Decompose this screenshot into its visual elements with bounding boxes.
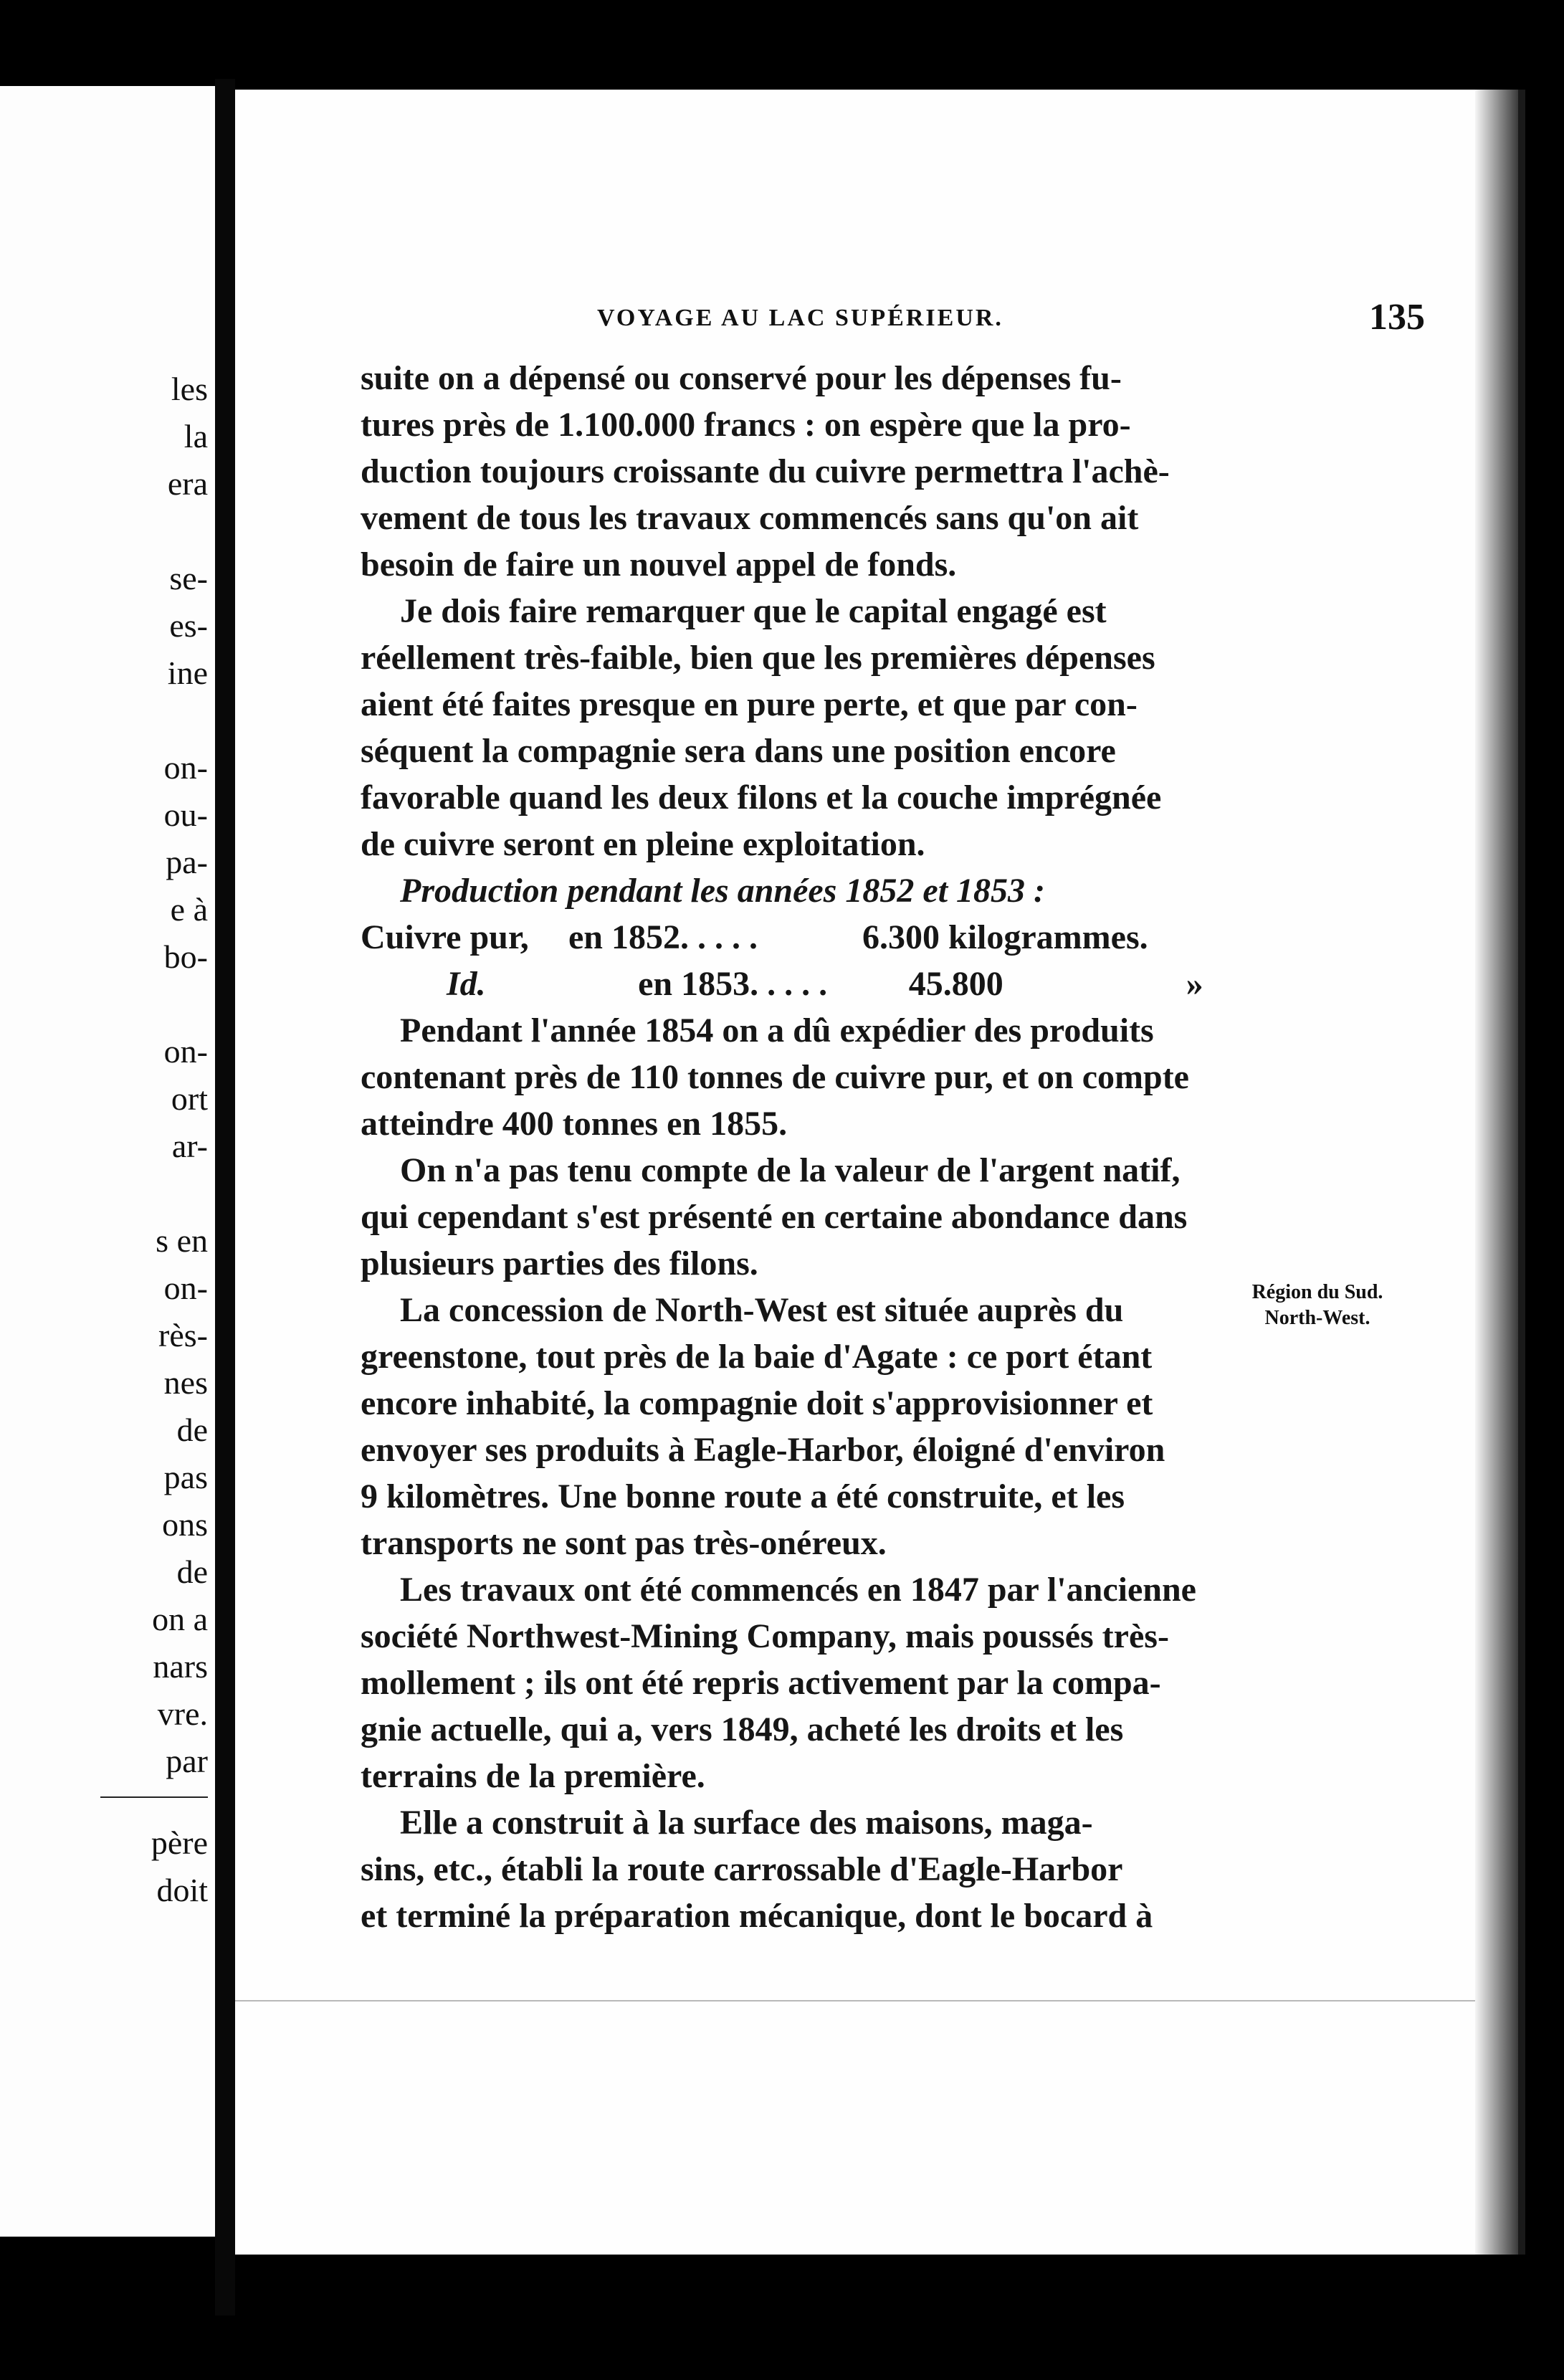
left-fragment: s en: [156, 1222, 208, 1259]
text-line: de cuivre seront en pleine exploitation.: [361, 825, 925, 863]
text-line: qui cependant s'est présenté en certaine abondance dans: [361, 1198, 1188, 1236]
left-fragment: pa-: [166, 844, 208, 880]
left-fragment: on-: [163, 1270, 208, 1306]
left-fragment: era: [167, 465, 208, 502]
text-line: Les travaux ont été commencés en 1847 par l'ancienne: [400, 1571, 1196, 1609]
production-amount: 6.300 kilogrammes.: [862, 918, 1148, 956]
text-line: 9 kilomètres. Une bonne route a été construite, et les: [361, 1477, 1125, 1515]
text-line: terrains de la première.: [361, 1757, 705, 1795]
text-line: besoin de faire un nouvel appel de fonds.: [361, 546, 957, 584]
production-amount: 45.800: [908, 965, 1003, 1003]
text-line: Pendant l'année 1854 on a dû expédier des produits: [400, 1012, 1154, 1049]
left-fragment: ar-: [171, 1128, 208, 1164]
text-line: encore inhabité, la compagnie doit s'approvisionner et: [361, 1384, 1153, 1422]
margin-note: [1224, 1280, 1411, 1331]
book-spine-shadow: [215, 79, 235, 2315]
text-line: société Northwest-Mining Company, mais poussés très-: [361, 1617, 1169, 1655]
left-fragment: se-: [169, 560, 208, 596]
left-fragment: la: [183, 418, 208, 454]
left-fragment: pas: [163, 1459, 208, 1495]
text-line: favorable quand les deux filons et la couche imprégnée: [361, 779, 1162, 817]
left-fragment-gap: [100, 697, 208, 744]
production-label: Id.: [447, 965, 486, 1003]
text-line: duction toujours croissante du cuivre permettra l'achè-: [361, 452, 1170, 490]
text-line: Je dois faire remarquer que le capital engagé est: [400, 592, 1107, 630]
left-fragment: on a: [152, 1601, 208, 1637]
left-fragment: on-: [163, 1033, 208, 1070]
running-title: VOYAGE AU LAC SUPÉRIEUR.: [597, 305, 1003, 331]
text-line: On n'a pas tenu compte de la valeur de l'argent natif,: [400, 1151, 1181, 1189]
left-fragment: es-: [169, 607, 208, 644]
production-row: [361, 961, 1450, 1007]
left-fragment: de: [176, 1553, 208, 1590]
production-unit: »: [1186, 965, 1203, 1003]
margin-note-line: North-West.: [1264, 1307, 1370, 1329]
text-line: et terminé la préparation mécanique, dont le bocard à: [361, 1897, 1153, 1935]
body-text: [361, 355, 1450, 1939]
left-fragment: on-: [163, 749, 208, 786]
text-line: Elle a construit à la surface des maisons, maga-: [400, 1804, 1093, 1842]
production-year: en 1853. . . . .: [638, 965, 828, 1003]
running-head: [235, 297, 1446, 348]
text-line: aient été faites presque en pure perte, et que par con-: [361, 685, 1138, 723]
left-fragment: e à: [170, 891, 208, 928]
text-line: plusieurs parties des filons.: [361, 1244, 758, 1282]
left-fragment: ine: [167, 654, 208, 691]
left-fragment: rès-: [158, 1317, 208, 1353]
text-line: transports ne sont pas très-onéreux.: [361, 1524, 887, 1562]
text-line: gnie actuelle, qui a, vers 1849, acheté les droits et les: [361, 1710, 1124, 1748]
left-fragment-gap: [100, 981, 208, 1028]
production-label: Cuivre pur,: [361, 918, 529, 956]
text-line: mollement ; ils ont été repris activement par la compa-: [361, 1664, 1161, 1702]
text-line: réellement très-faible, bien que les premières dépenses: [361, 639, 1155, 677]
production-heading: Production pendant les années 1852 et 1853 :: [400, 872, 1046, 910]
left-fragment: nars: [153, 1648, 208, 1685]
left-fragment-gap: [100, 1170, 208, 1217]
left-fragment: bo-: [163, 938, 208, 975]
page-bottom-rule: [235, 2000, 1475, 2001]
text-line: suite on a dépensé ou conservé pour les dépenses fu-: [361, 359, 1122, 397]
left-fragment: par: [166, 1743, 208, 1779]
production-row: [361, 914, 1450, 961]
left-page-line-ends: [100, 366, 208, 1914]
text-line: La concession de North-West est située auprès du: [400, 1291, 1124, 1329]
left-fragment: ort: [171, 1080, 208, 1117]
left-fragment: vre.: [157, 1695, 208, 1732]
text-line: vement de tous les travaux commencés sans qu'on ait: [361, 499, 1139, 537]
text-line: tures près de 1.100.000 francs : on espère que la pro-: [361, 406, 1131, 444]
page-edge-shadow: [1475, 90, 1518, 2255]
left-fragment: nes: [163, 1364, 208, 1401]
left-fragment-gap: [100, 508, 208, 555]
left-footnote-rule: [100, 1796, 208, 1812]
text-line: sins, etc., établi la route carrossable d'Eagle-Harbor: [361, 1850, 1123, 1888]
left-fragment: de: [176, 1412, 208, 1448]
right-page: [235, 90, 1525, 2255]
text-line: séquent la compagnie sera dans une position encore: [361, 732, 1116, 770]
left-fragment: ou-: [163, 796, 208, 833]
left-fragment: les: [171, 371, 208, 407]
text-line: greenstone, tout près de la baie d'Agate : ce port étant: [361, 1338, 1153, 1376]
left-footnote-fragment: doit: [156, 1872, 208, 1908]
text-line: envoyer ses produits à Eagle-Harbor, éloigné d'environ: [361, 1431, 1165, 1469]
text-line: contenant près de 110 tonnes de cuivre pur, et on compte: [361, 1058, 1189, 1096]
left-footnote-fragment: père: [151, 1824, 208, 1861]
production-year: en 1852. . . . .: [568, 918, 758, 956]
margin-note-line: Région du Sud.: [1251, 1281, 1383, 1303]
left-fragment: ons: [162, 1506, 208, 1543]
text-line: atteindre 400 tonnes en 1855.: [361, 1105, 788, 1143]
left-page-fragment: [0, 86, 215, 2237]
page-number: 135: [1369, 297, 1425, 338]
